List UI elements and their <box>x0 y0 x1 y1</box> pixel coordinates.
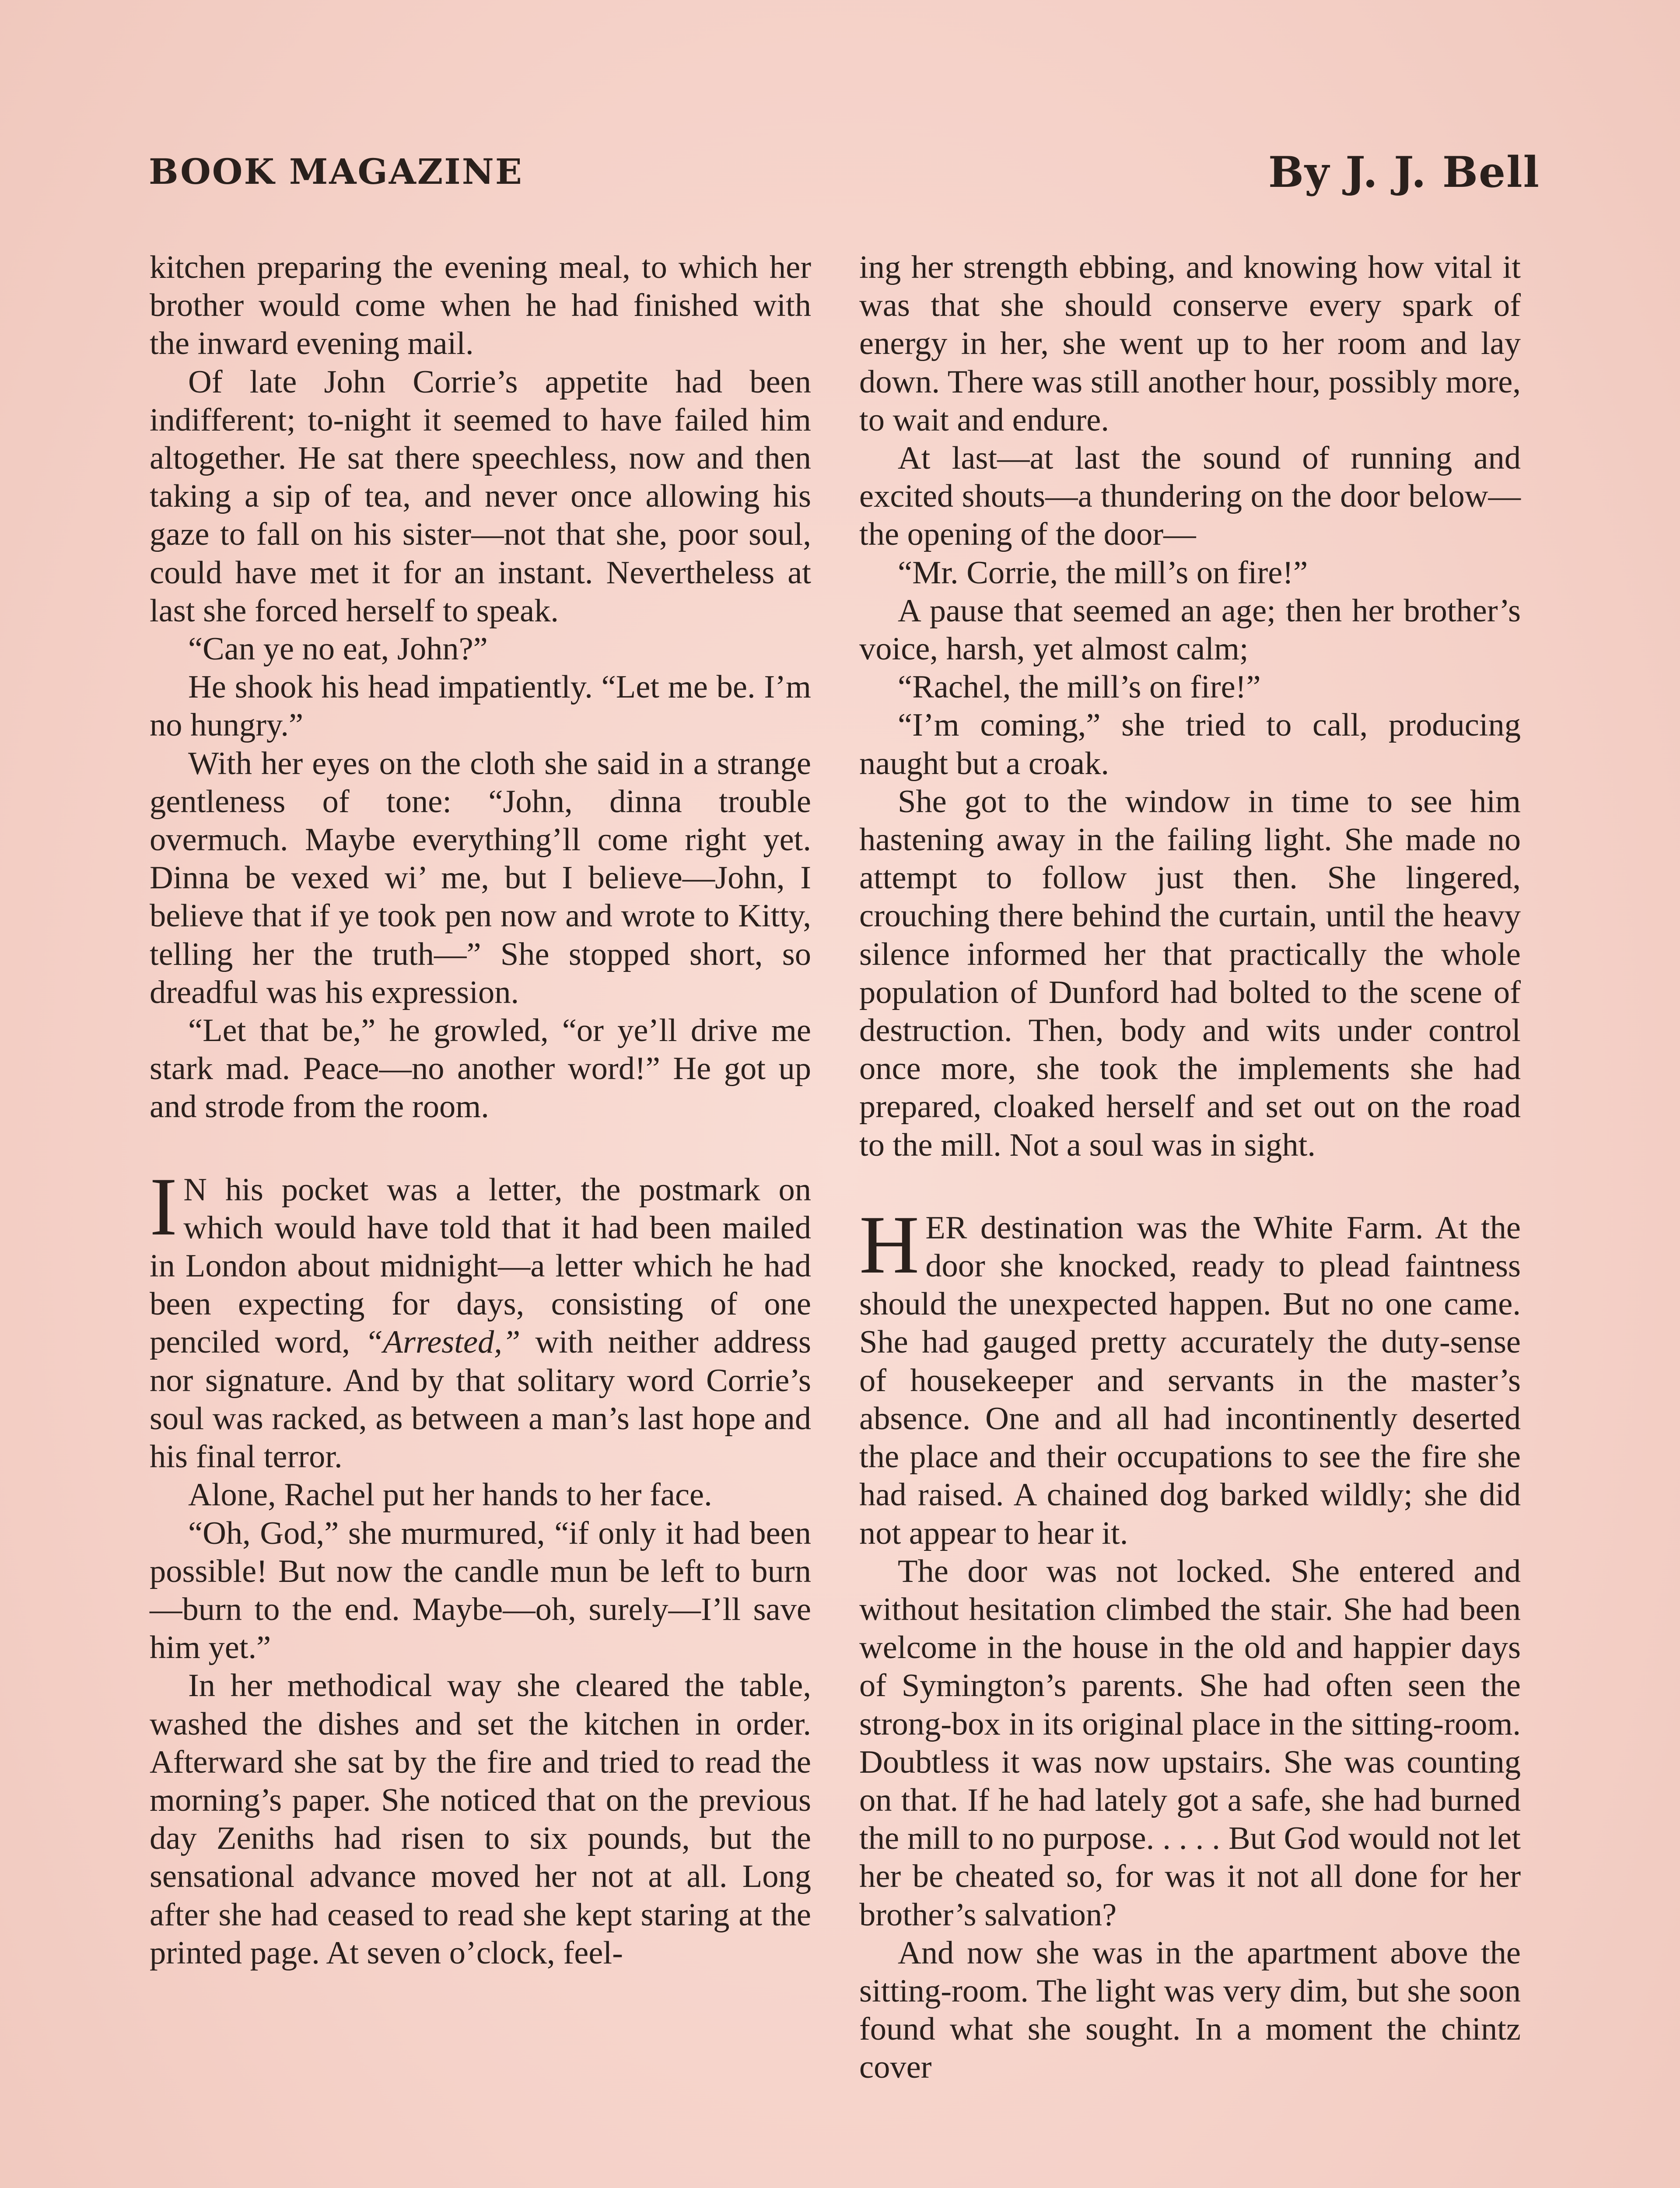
paragraph-text: He shook his head impatiently. “Let me be. I’m no hungry.” <box>150 669 811 743</box>
paragraph <box>150 1476 811 1514</box>
paragraph <box>859 592 1521 668</box>
paragraph <box>859 706 1521 782</box>
paragraph <box>150 363 811 630</box>
continued-paragraph <box>150 249 811 363</box>
paragraph <box>859 439 1521 554</box>
paragraph-text: “I’m coming,” she tried to call, producing naught but a croak. <box>859 707 1521 782</box>
paragraph <box>150 668 811 744</box>
paragraph <box>859 668 1521 706</box>
paragraph-text: ER destination was the White Farm. At the door she knocked, ready to plead faintness should the unexpected happen. But no one came. She had gauged pretty accurately the duty-sense of housekeeper and servants in the master’s absence. One and all had incontinently deserted the place and their occupations to see the fire she had raised. A chained dog barked wildly; she did not appear to hear it. <box>859 1210 1521 1551</box>
running-head <box>149 147 1540 208</box>
text-column-right <box>859 249 1521 2087</box>
paragraph-text: kitchen preparing the evening meal, to which her brother would come when he had finished with the inward evening mail. <box>150 249 811 362</box>
paragraph-text: A pause that seemed an age; then her brother’s voice, harsh, yet almost calm; <box>859 593 1521 667</box>
paragraph-text: At last—at last the sound of running and excited shouts—a thundering on the door below—the opening of the door— <box>859 440 1521 553</box>
paragraph-text: With her eyes on the cloth she said in a strange gentleness of tone: “John, dinna trouble overmuch. Maybe everything’ll come right yet. Dinna be vexed wi’ me, but I believe—John, I believe that if ye took pen now and wrote to Kitty, telling her the truth—” She stopped short, so dreadful was his expression. <box>150 745 811 1010</box>
paragraph <box>859 783 1521 1164</box>
paragraph <box>150 1012 811 1126</box>
paragraph <box>859 1934 1521 2087</box>
paragraph-text: In her methodical way she cleared the table, washed the dishes and set the kitchen in order. Afterward she sat by the fire and tried to read the morning’s paper. She noticed that on the previous day Zeniths had risen to six pounds, but the sensational advance moved her not at all. Long after she had ceased to read she kept staring at the printed page. At seven o’clock, feel- <box>150 1668 811 1971</box>
drop-cap: H <box>859 1199 920 1291</box>
paragraph-text: “Mr. Corrie, the mill’s on fire!” <box>898 554 1308 591</box>
section-opening-paragraph <box>859 1199 1521 1553</box>
paragraph <box>150 1667 811 1972</box>
paragraph <box>859 1553 1521 1934</box>
magazine-title: BOOK MAGAZINE <box>149 151 523 192</box>
paragraph-text: N his pocket was a letter, the postmark on which would have told that it had been mailed in London about midnight—a letter which he had been expecting for days, consisting of one penciled word, “Arrested,” with neither address nor signature. And by that solitary word Corrie’s soul was racked, as between a man’s last hope and his final terror. <box>150 1171 811 1475</box>
emphasized-word: “Arrested,” <box>365 1324 521 1360</box>
section-opening-paragraph <box>150 1161 811 1476</box>
paragraph-text: And now she was in the apartment above the sitting-room. The light was very dim, but she soon found what she sought. In a moment the chintz cover <box>859 1935 1521 2086</box>
paragraph <box>150 630 811 668</box>
paragraph-text: “Let that be,” he growled, “or ye’ll drive me stark mad. Peace—no another word!” He got up and strode from the room. <box>150 1013 811 1125</box>
paragraph-text: “Can ye no eat, John?” <box>188 631 488 667</box>
paragraph-text: The door was not locked. She entered and without hesitation climbed the stair. She had been welcome in the house in the old and happier days of Symington’s parents. She had often seen the strong-box in its original place in the sitting-room. Doubtless it was now upstairs. She was counting on that. If he had lately got a safe, she had burned the mill to no purpose. . . . . But God would not let her be cheated so, for was it not all done for her brother’s salvation? <box>859 1553 1521 1933</box>
drop-cap: I <box>150 1161 178 1253</box>
paragraph <box>150 745 811 1012</box>
paragraph <box>859 554 1521 592</box>
continued-paragraph <box>859 249 1521 439</box>
paragraph-text: Alone, Rachel put her hands to her face. <box>188 1477 712 1513</box>
paragraph-text: She got to the window in time to see him hastening away in the failing light. She made no attempt to follow just then. She lingered, crouching there behind the curtain, until the heavy silence informed her that practically the whole population of Dunford had bolted to the scene of destruction. Then, body and wits under control once more, she took the implements she had prepared, cloaked herself and set out on the road to the mill. Not a soul was in sight. <box>859 783 1521 1163</box>
paragraph-text: ing her strength ebbing, and knowing how vital it was that she should conserve every spark of energy in her, she went up to her room and lay down. There was still another hour, possibly more, to wait and endure. <box>859 249 1521 438</box>
paragraph-text: “Oh, God,” she murmured, “if only it had been possible! But now the candle mun be left to burn—burn to the end. Maybe—oh, surely—I’ll save him yet.” <box>150 1515 811 1666</box>
paragraph <box>150 1515 811 1667</box>
paragraph-text: Of late John Corrie’s appetite had been indifferent; to-night it seemed to have failed him altogether. He sat there speechless, now and then taking a sip of tea, and never once allowing his gaze to fall on his sister—not that she, poor soul, could have met it for an instant. Nevertheless at last she forced herself to speak. <box>150 364 811 629</box>
paragraph-text: “Rachel, the mill’s on fire!” <box>898 669 1261 705</box>
text-column-left <box>150 249 811 1972</box>
author-byline: By J. J. Bell <box>1268 147 1540 197</box>
